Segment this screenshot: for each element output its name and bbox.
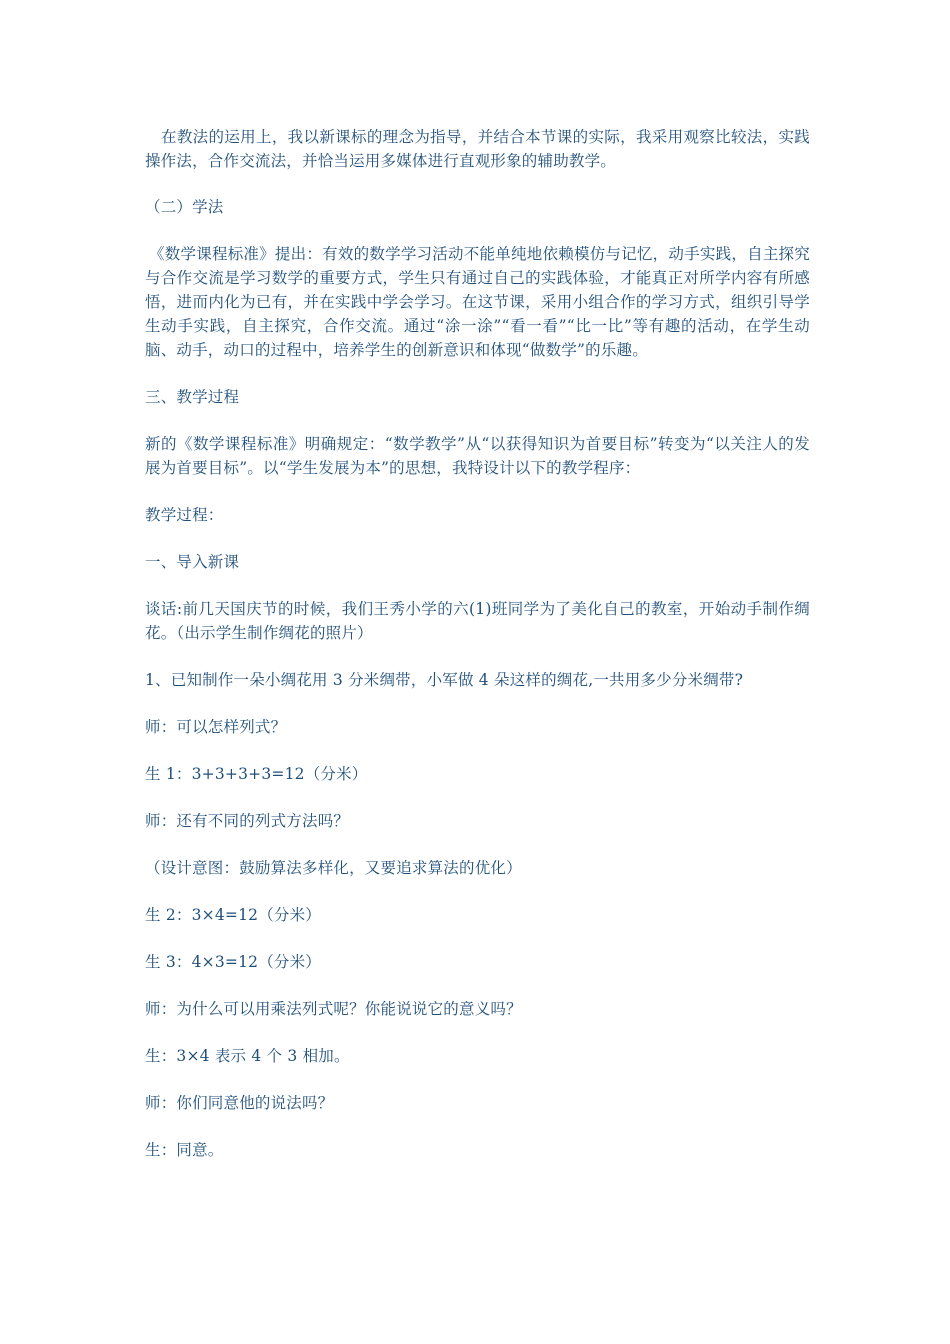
design-intent-note: （设计意图：鼓励算法多样化，又要追求算法的优化） <box>145 859 522 877</box>
dialogue-line: 生：3×4 表示 4 个 3 相加。 <box>145 1047 350 1065</box>
dialogue-line: 师：你们同意他的说法吗？ <box>145 1094 334 1112</box>
dialogue-line: 生 3：4×3=12（分米） <box>145 953 322 971</box>
label-teaching-process: 教学过程： <box>145 506 224 524</box>
paragraph-conversation: 谈话:前几天国庆节的时候，我们王秀小学的六(1)班同学为了美化自己的教室，开始动手制作绸花。（出示学生制作绸花的照片） <box>145 600 810 642</box>
heading-introduce-new-lesson: 一、导入新课 <box>145 553 240 571</box>
paragraph-teaching-methods: 在教法的运用上，我以新课标的理念为指导，并结合本节课的实际，我采用观察比较法，实践操作法，合作交流法，并恰当运用多媒体进行直观形象的辅助教学。 <box>145 128 810 170</box>
document-page <box>145 125 810 1185</box>
dialogue-line: 师：为什么可以用乘法列式呢？你能说说它的意义吗？ <box>145 1000 522 1018</box>
dialogue-line: 生 2：3×4=12（分米） <box>145 906 322 924</box>
heading-teaching-process: 三、教学过程 <box>145 388 240 406</box>
paragraph-new-standard: 新的《数学课程标准》明确规定：“数学教学”从“以获得知识为首要目标”转变为“以关注人的发展为首要目标”。以“学生发展为本”的思想，我特设计以下的教学程序： <box>145 435 810 477</box>
dialogue-line: 师：可以怎样列式？ <box>145 718 287 736</box>
dialogue-line: 生：同意。 <box>145 1141 224 1159</box>
paragraph-curriculum-standard: 《数学课程标准》提出：有效的数学学习活动不能单纯地依赖模仿与记忆，动手实践，自主探究与合作交流是学习数学的重要方式，学生只有通过自己的实践体验，才能真正对所学内容有所感悟，进而内化为已有，并在实践中学会学习。在这节课，采用小组合作的学习方式，组织引导学生动手实践，自主探究，合作交流。通过“涂一涂”“看一看”“比一比”等有趣的活动，在学生动脑、动手，动口的过程中，培养学生的创新意识和体现“做数学”的乐趣。 <box>145 245 810 359</box>
dialogue-line: 生 1：3+3+3+3=12（分米） <box>145 765 368 783</box>
question-1: 1、已知制作一朵小绸花用 3 分米绸带，小军做 4 朵这样的绸花,一共用多少分米绸带? <box>145 671 744 689</box>
heading-learning-methods: （二）学法 <box>145 198 224 216</box>
dialogue-line: 师：还有不同的列式方法吗？ <box>145 812 350 830</box>
